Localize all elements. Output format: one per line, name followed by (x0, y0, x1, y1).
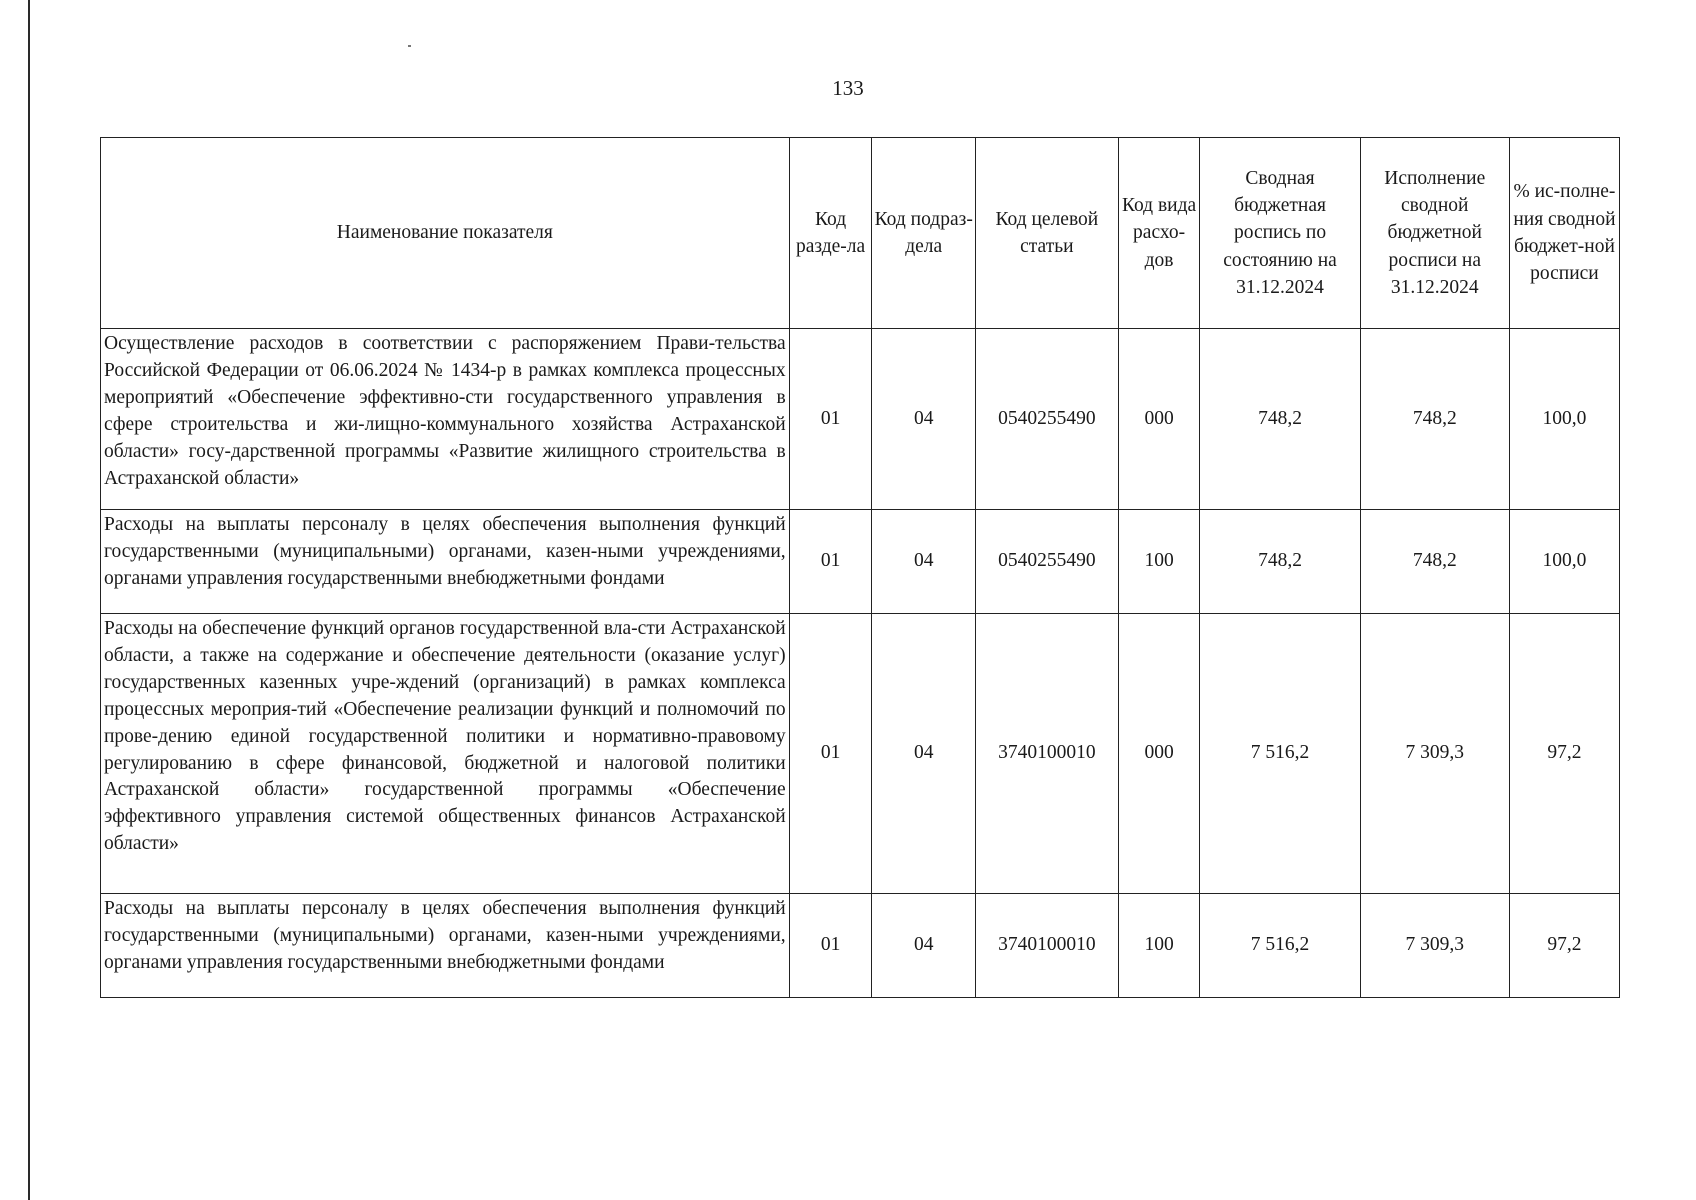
table-row (101, 614, 1620, 894)
header-indicator-name: Наименование показателя (101, 138, 790, 329)
header-target-code: Код целевой статьи (975, 138, 1118, 329)
header-budget-execution: Исполнение сводной бюджетной росписи на 31.12.2024 (1360, 138, 1509, 329)
budget-plan-value: 7 516,2 (1200, 894, 1360, 998)
execution-percent-value: 97,2 (1509, 614, 1619, 894)
budget-table (100, 137, 1620, 998)
expense-kind-code: 000 (1118, 614, 1200, 894)
budget-execution-value: 7 309,3 (1360, 894, 1509, 998)
subsection-code: 04 (872, 329, 976, 510)
target-code: 3740100010 (975, 614, 1118, 894)
page-number: 133 (832, 76, 864, 100)
target-code: 0540255490 (975, 329, 1118, 510)
budget-plan-value: 748,2 (1200, 510, 1360, 614)
indicator-name: Осуществление расходов в соответствии с распоряжением Прави-тельства Российской Федерации от 06.06.2024 № 1434-р в рамках комплекса процессных мероприятий «Обеспечение эффективно-сти государственного управления в сфере строительства и жи-лищно-коммунального хозяйства Астраханской области» госу-дарственной программы «Развитие жилищного строительства в Астраханской области» (101, 329, 790, 510)
budget-plan-value: 748,2 (1200, 329, 1360, 510)
indicator-name: Расходы на выплаты персоналу в целях обеспечения выполнения функций государственными (муниципальными) органами, казен-ными учреждениями, органами управления государственными внебюджетными фондами (101, 894, 790, 998)
budget-execution-value: 7 309,3 (1360, 614, 1509, 894)
subsection-code: 04 (872, 894, 976, 998)
header-section-code: Код разде-ла (789, 138, 872, 329)
subsection-code: 04 (872, 614, 976, 894)
table-row (101, 894, 1620, 998)
section-code: 01 (789, 894, 872, 998)
table-row (101, 329, 1620, 510)
target-code: 0540255490 (975, 510, 1118, 614)
execution-percent-value: 97,2 (1509, 894, 1619, 998)
budget-plan-value: 7 516,2 (1200, 614, 1360, 894)
indicator-name: Расходы на обеспечение функций органов государственной вла-сти Астраханской области, а также на содержание и обеспечение деятельности (оказание услуг) государственных казенных учре-ждений (организаций) в рамках комплекса процессных мероприя-тий «Обеспечение реализации функций и полномочий по прове-дению единой государственной политики и нормативно-правовому регулированию в сфере финансовой, бюджетной и налоговой политики Астраханской области» государственной программы «Обеспечение эффективного управления системой общественных финансов Астраханской области» (101, 614, 790, 894)
scan-speck (408, 45, 411, 47)
subsection-code: 04 (872, 510, 976, 614)
section-code: 01 (789, 329, 872, 510)
page-edge-rule (28, 0, 30, 1200)
indicator-name: Расходы на выплаты персоналу в целях обеспечения выполнения функций государственными (муниципальными) органами, казен-ными учреждениями, органами управления государственными внебюджетными фондами (101, 510, 790, 614)
header-subsection-code: Код подраз-дела (872, 138, 976, 329)
section-code: 01 (789, 510, 872, 614)
table-row (101, 510, 1620, 614)
header-execution-percent: % ис-полне-ния сводной бюджет-ной росписи (1509, 138, 1619, 329)
execution-percent-value: 100,0 (1509, 329, 1619, 510)
header-expense-kind-code: Код вида расхо-дов (1118, 138, 1200, 329)
expense-kind-code: 000 (1118, 329, 1200, 510)
target-code: 3740100010 (975, 894, 1118, 998)
section-code: 01 (789, 614, 872, 894)
header-budget-plan: Сводная бюджетная роспись по состоянию на 31.12.2024 (1200, 138, 1360, 329)
budget-execution-value: 748,2 (1360, 329, 1509, 510)
expense-kind-code: 100 (1118, 510, 1200, 614)
table-header-row (101, 138, 1620, 329)
budget-execution-value: 748,2 (1360, 510, 1509, 614)
execution-percent-value: 100,0 (1509, 510, 1619, 614)
expense-kind-code: 100 (1118, 894, 1200, 998)
